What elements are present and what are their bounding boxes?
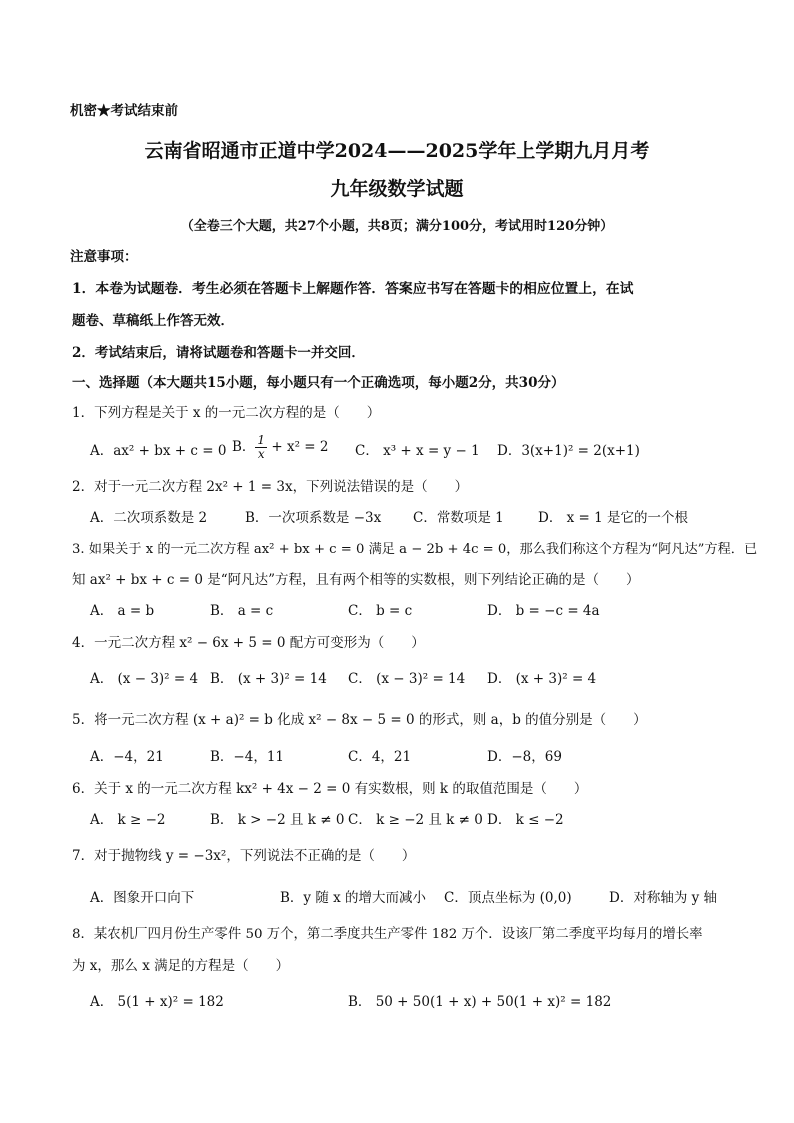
question-1-option-b [232,434,328,461]
question-3-option-b: B． a = c [210,603,274,619]
fraction-numerator: 1 [257,433,266,447]
note-1-line-1: 1．本卷为试题卷．考生必须在答题卡上解题作答．答案应书写在答题卡的相应位置上，在试 [72,281,634,297]
option-b-suffix: + x² = 2 [271,439,329,455]
question-8-stem-line-1: 8．某农机厂四月份生产零件 50 万个，第二季度共生产零件 182 万个．设该厂第二季度平均每月的增长率 [72,927,703,942]
question-4-option-a: A． (x − 3)² = 4 [90,671,199,687]
question-2-stem: 2．对于一元二次方程 2x² + 1 = 3x，下列说法错误的是（ ） [72,479,469,495]
section-1-heading: 一、选择题（本大题共15小题，每小题只有一个正确选项，每小题2分，共30分） [72,375,565,391]
question-1-option-c: C． x³ + x = y − 1 [355,443,480,459]
question-7-option-a: A．图象开口向下 [90,890,195,906]
fraction [255,434,267,461]
question-4-option-b: B． (x + 3)² = 14 [210,671,327,687]
question-1-option-a: A．ax² + bx + c = 0 [90,443,227,459]
question-7-option-d: D．对称轴为 y 轴 [609,890,718,906]
question-3-stem-line-2: 知 ax² + bx + c = 0 是“阿凡达”方程，且有两个相等的实数根，则下列结论正确的是（ ） [72,572,640,588]
exam-info: （全卷三个大题，共27个小题，共8页；满分100分，考试用时120分钟） [180,219,614,234]
question-3-option-d: D． b = −c = 4a [487,603,600,619]
question-3-option-c: C． b = c [348,603,413,619]
question-7-option-c: C．顶点坐标为 (0,0) [444,890,572,906]
question-4-option-d: D． (x + 3)² = 4 [487,671,597,687]
question-3-stem-line-1: 3. 如果关于 x 的一元二次方程 ax² + bx + c = 0 满足 a − 2b + 4c = 0，那么我们称这个方程为“阿凡达”方程．已 [72,542,758,557]
exam-subject-title: 九年级数学试题 [330,178,464,200]
option-b-prefix: B． [232,439,256,455]
question-8-option-b: B． 50 + 50(1 + x) + 50(1 + x)² = 182 [348,994,612,1010]
confidential-label: 机密★考试结束前 [70,103,178,119]
question-1-stem: 1．下列方程是关于 x 的一元二次方程的是（ ） [72,405,381,421]
notes-heading: 注意事项： [70,249,138,265]
note-2: 2．考试结束后，请将试题卷和答题卡一并交回． [72,345,365,361]
question-6-option-d: D． k ≤ −2 [487,812,564,828]
question-2-option-d: D． x = 1 是它的一个根 [538,510,689,526]
question-5-option-b: B．−4，11 [210,749,284,765]
question-8-option-a: A． 5(1 + x)² = 182 [90,994,224,1010]
question-7-option-b: B．y 随 x 的增大而减小 [280,890,427,906]
fraction-denominator: x [257,447,265,461]
question-5-option-d: D．−8，69 [487,749,562,765]
question-5-option-c: C．4，21 [348,749,412,765]
question-6-option-a: A． k ≥ −2 [90,812,166,828]
question-5-option-a: A．−4，21 [90,749,164,765]
question-4-option-c: C． (x − 3)² = 14 [348,671,466,687]
question-2-option-c: C．常数项是 1 [413,510,504,526]
exam-title: 云南省昭通市正道中学2024——2025学年上学期九月月考 [144,140,650,162]
question-1-option-d: D．3(x+1)² = 2(x+1) [497,443,640,459]
question-3-option-a: A． a = b [90,603,155,619]
question-2-option-b: B．一次项系数是 −3x [245,510,382,526]
question-6-option-c: C． k ≥ −2 且 k ≠ 0 [348,812,483,828]
question-5-stem: 5．将一元二次方程 (x + a)² = b 化成 x² − 8x − 5 = 0 的形式，则 a，b 的值分别是（ ） [72,712,647,728]
question-7-stem: 7．对于抛物线 y = −3x²，下列说法不正确的是（ ） [72,848,416,864]
question-2-option-a: A．二次项系数是 2 [90,510,208,526]
question-8-stem-line-2: 为 x，那么 x 满足的方程是（ ） [72,958,290,974]
question-6-stem: 6．关于 x 的一元二次方程 kx² + 4x − 2 = 0 有实数根，则 k 的取值范围是（ ） [72,781,588,797]
question-6-option-b: B． k > −2 且 k ≠ 0 [210,812,345,828]
question-4-stem: 4．一元二次方程 x² − 6x + 5 = 0 配方可变形为（ ） [72,635,425,651]
note-1-line-2: 题卷、草稿纸上作答无效． [72,313,234,329]
